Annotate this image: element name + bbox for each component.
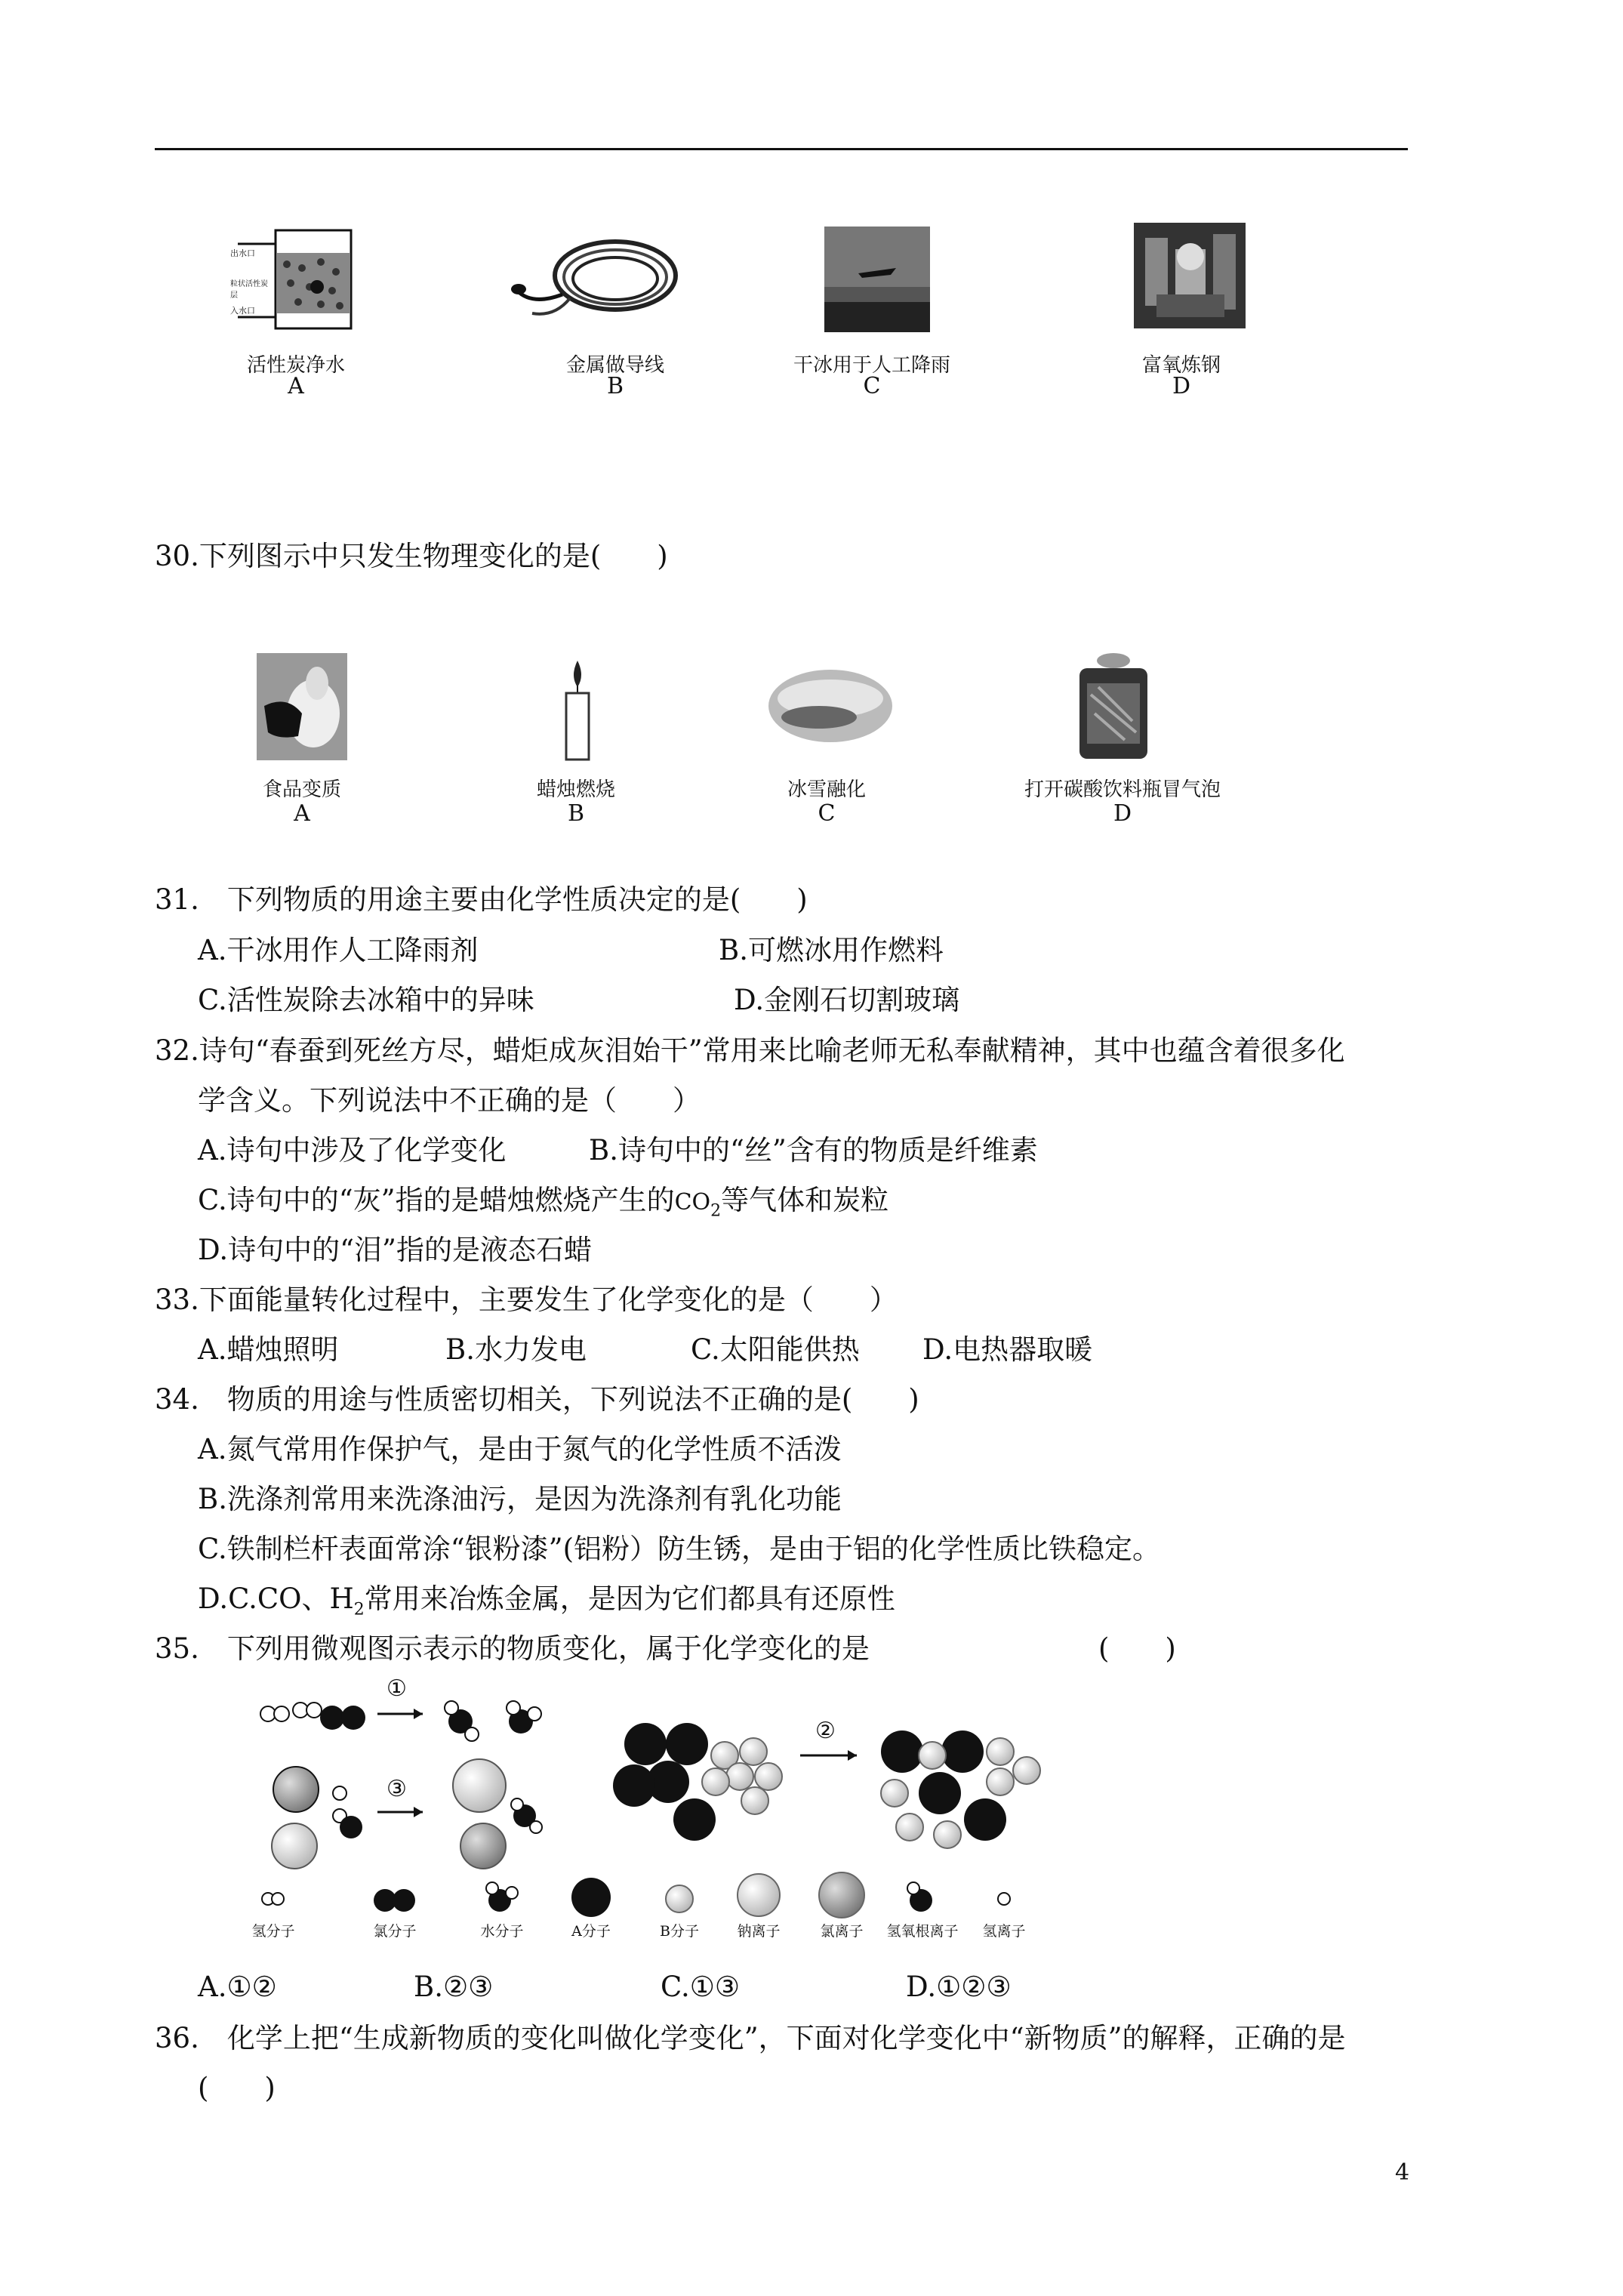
page-number: 4 (1395, 2159, 1410, 2186)
letter-top-d: D (1172, 373, 1191, 399)
melting-ice-icon (766, 668, 895, 744)
caption-q30-b: 蜡烛燃烧 (536, 778, 616, 801)
letter-top-c: C (863, 373, 881, 399)
q31-option-c: C.活性炭除去冰箱中的异味 (198, 984, 534, 1016)
q35-option-a: A.①② (198, 1971, 277, 2003)
q31-stem: 31. 下列物质的用途主要由化学性质决定的是( ) (155, 883, 808, 916)
q34-option-d (198, 1585, 895, 1618)
q34-option-b: B.洗涤剂常用来洗涤油污，是因为洗涤剂有乳化功能 (198, 1483, 842, 1515)
steelmaking-icon (1134, 223, 1246, 328)
figure-melting-ice (766, 668, 895, 744)
process-2-reactants (613, 1723, 782, 1841)
purifier-label-inlet: 入水口 (230, 306, 255, 316)
soda-can-icon (1076, 649, 1151, 763)
q34-option-d-post: 常用来冶炼金属，是因为它们都具有还原性 (364, 1583, 895, 1615)
q32-option-c (198, 1186, 888, 1219)
figure-wire-coil (502, 223, 687, 336)
q31-option-b: B.可燃冰用作燃料 (719, 934, 944, 966)
legend-a-molecule: A分子 (571, 1923, 611, 1940)
q32-option-c-co: CO (674, 1189, 711, 1216)
caption-top-b: 金属做导线 (565, 354, 665, 377)
figure-steelmaking (1134, 223, 1246, 328)
q30-stem: 30.下列图示中只发生物理变化的是( ) (155, 540, 668, 572)
q35-option-d: D.①②③ (906, 1971, 1012, 2003)
legend-hydrogen-molecule: 氢分子 (251, 1923, 295, 1940)
q34-option-d-sub: 2 (353, 1600, 365, 1620)
caption-q30-d: 打开碳酸饮料瓶冒气泡 (1024, 778, 1221, 801)
process-1-reactants (260, 1703, 365, 1730)
legend-symbols (262, 1872, 1010, 1918)
letter-q30-d: D (1113, 800, 1132, 827)
q33-option-d: D.电热器取暖 (922, 1333, 1093, 1366)
legend-water-molecule: 水分子 (480, 1923, 524, 1940)
letter-q30-c: C (818, 800, 836, 827)
process-3-reactants (272, 1767, 362, 1869)
figure-candle (555, 657, 600, 763)
caption-top-a: 活性炭净水 (246, 354, 346, 377)
q31-option-a: A.干冰用作人工降雨剂 (198, 934, 479, 966)
q36-stem-line2: ( ) (198, 2072, 276, 2104)
caption-q30-a: 食品变质 (262, 778, 342, 801)
micro-diagram-svg (257, 1680, 1087, 1952)
q36-stem-line1: 36. 化学上把“生成新物质的变化叫做化学变化”，下面对化学变化中“新物质”的解释，正确的是 (155, 2022, 1346, 2054)
caption-q30-c: 冰雪融化 (787, 778, 867, 801)
letter-top-a: A (288, 373, 304, 399)
caption-top-c: 干冰用于人工降雨 (793, 354, 951, 377)
figure-airplane-rain (824, 227, 930, 332)
q34-option-d-pre: D.C.CO、H (198, 1583, 354, 1615)
purifier-label-carbon: 粒状活性炭层 (230, 280, 268, 300)
candle-icon (555, 657, 600, 763)
header-rule (155, 148, 1408, 150)
process-1-products (445, 1701, 541, 1741)
q31-option-d: D.金刚石切割玻璃 (734, 984, 960, 1016)
q32-option-b: B.诗句中的“丝”含有的物质是纤维素 (589, 1134, 1038, 1166)
q32-option-c-sub: 2 (710, 1201, 722, 1221)
legend-sodium-ion: 钠离子 (737, 1923, 781, 1940)
airplane-rain-icon (824, 227, 930, 332)
spoiled-food-icon (257, 653, 347, 760)
mark-2: ② (815, 1718, 836, 1744)
legend-hydroxide-ion: 氢氧根离子 (886, 1923, 959, 1940)
q32-option-a: A.诗句中涉及了化学变化 (198, 1134, 507, 1166)
legend-chlorine-molecule: 氯分子 (373, 1923, 417, 1940)
q32-option-c-post: 等气体和炭粒 (721, 1184, 889, 1216)
mark-1: ① (387, 1675, 407, 1702)
letter-q30-b: B (567, 800, 585, 827)
q33-option-c: C.太阳能供热 (691, 1333, 860, 1366)
q34-option-a: A.氮气常用作保护气，是由于氮气的化学性质不活泼 (198, 1433, 842, 1465)
figure-water-purifier (230, 223, 362, 336)
q34-stem: 34. 物质的用途与性质密切相关，下列说法不正确的是( ) (155, 1383, 919, 1416)
caption-top-d: 富氧炼钢 (1141, 354, 1221, 377)
q33-option-b: B.水力发电 (445, 1333, 587, 1366)
mark-3: ③ (387, 1776, 407, 1802)
q33-stem: 33.下面能量转化过程中，主要发生了化学变化的是（ ） (155, 1284, 898, 1316)
legend-chloride-ion: 氯离子 (820, 1923, 864, 1940)
q35-answer-paren: ( ) (1098, 1632, 1176, 1665)
q35-option-b: B.②③ (414, 1971, 494, 2003)
q32-option-c-pre: C.诗句中的“灰”指的是蜡烛燃烧产生的 (198, 1184, 675, 1216)
q32-option-d: D.诗句中的“泪”指的是液态石蜡 (198, 1234, 592, 1266)
letter-top-b: B (606, 373, 624, 399)
process-3-products (453, 1759, 542, 1869)
process-2-products (881, 1730, 1040, 1848)
q35-micro-diagram (251, 1675, 1087, 1952)
figure-soda-can (1076, 649, 1151, 763)
purifier-label-outlet: 出水口 (230, 248, 255, 258)
q34-option-c: C.铁制栏杆表面常涂“银粉漆”(铝粉）防生锈，是由于铝的化学性质比铁稳定。 (198, 1533, 1161, 1565)
legend-hydrogen-ion: 氢离子 (982, 1923, 1026, 1940)
wire-coil-icon (502, 223, 687, 336)
figure-spoiled-food (257, 653, 347, 760)
q32-stem-line1: 32.诗句“春蚕到死丝方尽，蜡炬成灰泪始干”常用来比喻老师无私奉献精神，其中也蕴含着很多化 (155, 1034, 1345, 1067)
q33-option-a: A.蜡烛照明 (198, 1333, 339, 1366)
q35-stem: 35. 下列用微观图示表示的物质变化，属于化学变化的是 (155, 1632, 870, 1665)
q32-stem-line2: 学含义。下列说法中不正确的是（ ） (198, 1084, 701, 1117)
legend-b-molecule: B分子 (660, 1923, 699, 1940)
q35-option-c: C.①③ (661, 1971, 741, 2003)
letter-q30-a: A (294, 800, 310, 827)
